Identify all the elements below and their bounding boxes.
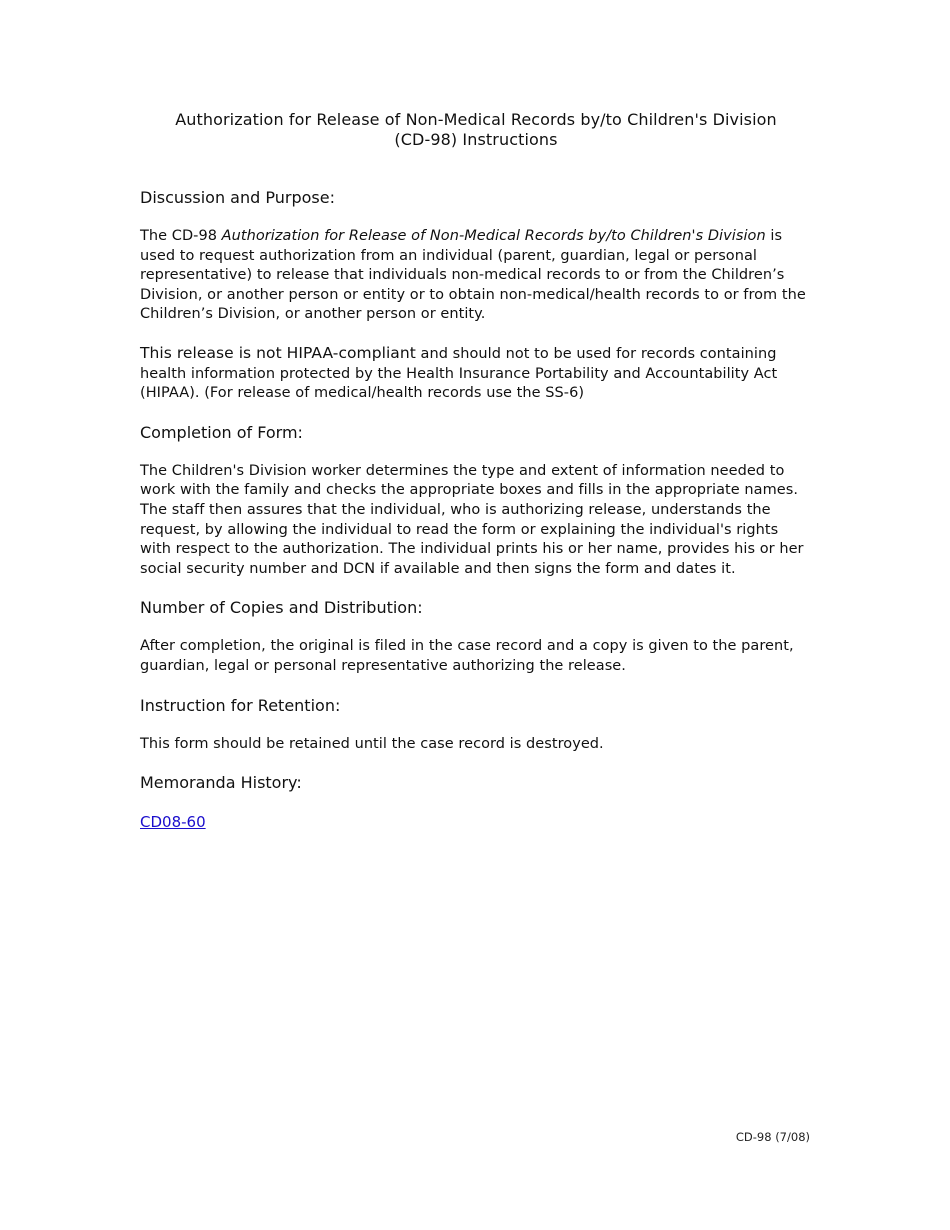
retention-heading: Instruction for Retention:: [140, 695, 341, 715]
completion-heading: Completion of Form:: [140, 422, 303, 442]
hipaa-notice-lead: This release is not HIPAA-compliant: [140, 343, 416, 362]
title-line-2: (CD-98) Instructions: [394, 130, 558, 149]
document-page: [140, 110, 812, 832]
copies-heading: Number of Copies and Distribution:: [140, 598, 423, 618]
discussion-paragraph-2: [140, 344, 812, 404]
hipaa-notice-rest: and should not to be used for records containing health information protected by the Health Insurance Portability and Accountability Act (HIPAA). (For release of medical/health records use the SS-6): [140, 345, 778, 402]
discussion-p1-rest: is used to request authorization from an individual (parent, guardian, legal or personal representative) to release that individuals non-medical records to or from the Children’s Division, or another person or entity or to obtain non-medical/health records to or from the Children’s Division, or another person or entity.: [140, 228, 806, 323]
form-name-italic: Authorization for Release of Non-Medical Records by/to Children's Division: [221, 228, 766, 244]
memoranda-heading: Memoranda History:: [140, 773, 302, 793]
discussion-p1-prefix: The CD-98: [140, 228, 222, 244]
memoranda-link-cd08-60[interactable]: CD08-60: [140, 813, 206, 832]
completion-paragraph: The Children's Division worker determines the type and extent of information needed to work with the family and checks the appropriate boxes and fills in the appropriate names. The staff then assures that the individual, who is authorizing release, understands the request, by allowing the individual to read the form or explaining the individual's rights with respect to the authorization. The individual prints his or her name, provides his or her social security number and DCN if available and then signs the form and dates it.: [140, 462, 804, 577]
title-line-1: Authorization for Release of Non-Medical Records by/to Children's Division: [175, 110, 777, 129]
document-title: [140, 110, 812, 150]
copies-paragraph: After completion, the original is filed in the case record and a copy is given to the parent, guardian, legal or personal representative authorizing the release.: [140, 638, 794, 674]
retention-paragraph: This form should be retained until the case record is destroyed.: [140, 735, 604, 752]
form-code-footer: CD-98 (7/08): [735, 1130, 810, 1144]
discussion-paragraph-1: [140, 227, 812, 325]
discussion-heading: Discussion and Purpose:: [140, 188, 335, 207]
